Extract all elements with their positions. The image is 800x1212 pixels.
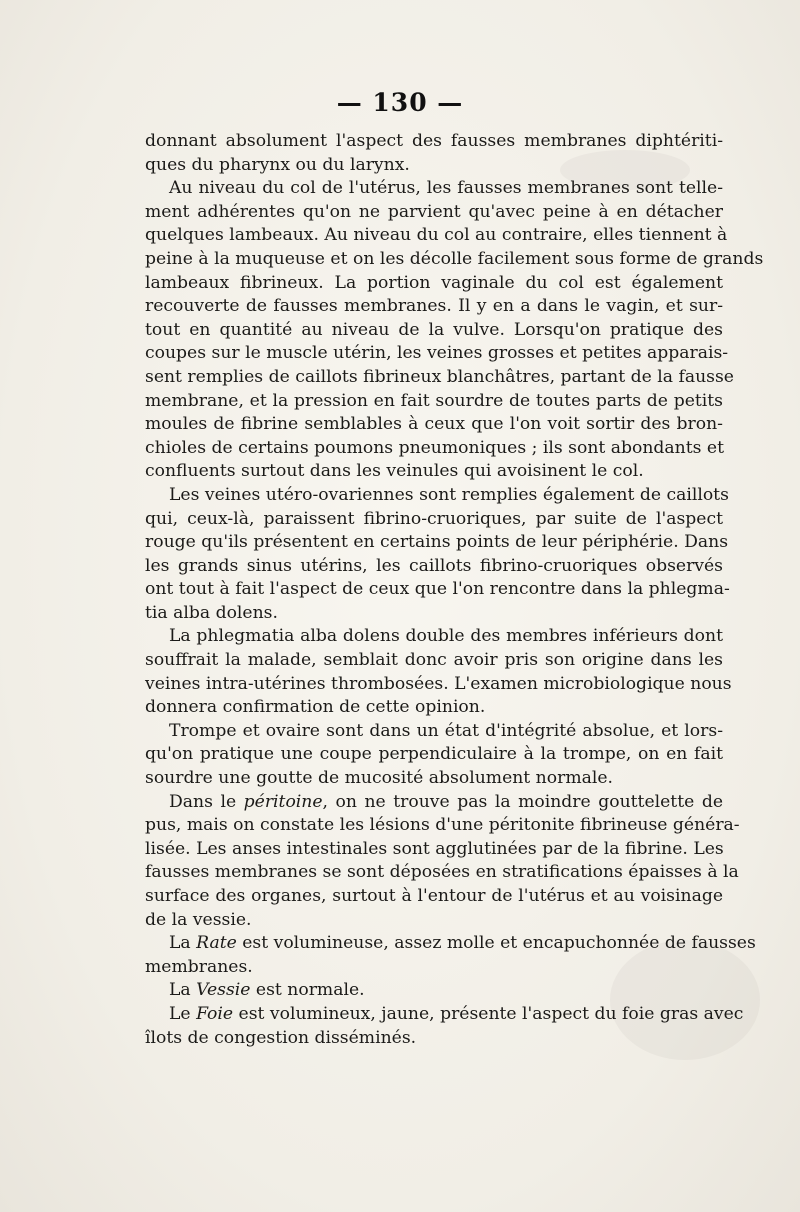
page-number: — 130 — (336, 88, 464, 117)
text-line: ont tout à fait l'aspect de ceux que l'on rencontre dans la phlegma- (145, 579, 730, 600)
text-segment: est volumineuse, assez molle et encapuchonnée de fausses (236, 933, 756, 954)
text-line: lambeaux fibrineux. La portion vaginale du col est également (145, 272, 723, 293)
italic-term: Vessie (196, 980, 251, 1001)
italic-term: Rate (196, 933, 237, 954)
text-line: coupes sur le muscle utérin, les veines grosses et petites apparais- (145, 343, 729, 364)
text-segment: est normale. (250, 980, 365, 1001)
text-line: rouge qu'ils présentent en certains points de leur périphérie. Dans (145, 532, 729, 553)
text-segment: , on ne trouve pas la moindre gouttelette de (322, 791, 723, 812)
text-line: chioles de certains poumons pneumoniques ; ils sont abondants et (145, 437, 725, 458)
text-line: fausses membranes se sont déposées en stratifications épaisses à la (145, 862, 739, 883)
text-line: veines intra-utérines thrombosées. L'examen microbiologique nous (145, 673, 732, 694)
text-segment: Dans le (169, 791, 244, 812)
text-line: tia alba dolens. (145, 602, 278, 623)
text-line: qu'on pratique une coupe perpendiculaire à la trompe, on en fait (145, 744, 723, 765)
text-line: donnant absolument l'aspect des fausses membranes diphtériti- (145, 131, 723, 151)
text-line: pus, mais on constate les lésions d'une péritonite fibrineuse généra- (145, 815, 740, 836)
italic-term: péritoine (243, 791, 323, 812)
text-segment: Le (169, 1003, 197, 1024)
text-line: membrane, et la pression en fait sourdre de toutes parts de petits (145, 390, 723, 411)
text-line: îlots de congestion disséminés. (145, 1027, 417, 1048)
text-line: lisée. Les anses intestinales sont agglutinées par de la fibrine. Les (145, 838, 724, 859)
text-line: La phlegmatia alba dolens double des membres inférieurs dont (169, 626, 723, 647)
text-line: Au niveau du col de l'utérus, les fausses membranes sont telle- (169, 178, 723, 199)
body-text (145, 130, 764, 1050)
text-line: surface des organes, surtout à l'entour de l'utérus et au voisinage (145, 886, 723, 906)
text-line: moules de fibrine semblables à ceux que l'on voit sortir des bron- (145, 414, 723, 435)
text-line: les grands sinus utérins, les caillots fibrino-cruoriques observés (145, 555, 723, 576)
text-line: qui, ceux-là, paraissent fibrino-cruoriques, par suite de l'aspect (145, 508, 723, 529)
text-segment: La (169, 980, 197, 1001)
text-line: Trompe et ovaire sont dans un état d'intégrité absolue, et lors- (169, 720, 723, 741)
text-segment: La (169, 933, 197, 954)
text-line: recouverte de fausses membranes. Il y en a dans le vagin, et sur- (145, 296, 723, 317)
text-line: ment adhérentes qu'on ne parvient qu'avec peine à en détacher (145, 201, 723, 222)
text-line: membranes. (145, 956, 253, 977)
text-line: quelques lambeaux. Au niveau du col au contraire, elles tiennent à (145, 225, 728, 246)
text-line: Les veines utéro-ovariennes sont remplies également de caillots (169, 484, 729, 505)
text-line: ques du pharynx ou du larynx. (145, 154, 410, 175)
text-line: sourdre une goutte de mucosité absolument normale. (145, 768, 613, 789)
text-line: sent remplies de caillots fibrineux blanchâtres, partant de la fausse (145, 366, 734, 387)
italic-term: Foie (196, 1003, 234, 1024)
text-line: de la vessie. (145, 909, 252, 930)
text-line (145, 791, 723, 815)
text-line: confluents surtout dans les veinules qui avoisinent le col. (145, 461, 644, 482)
text-line: donnera confirmation de cette opinion. (145, 697, 486, 718)
text-line: tout en quantité au niveau de la vulve. Lorsqu'on pratique des (145, 319, 723, 340)
text-line (145, 1003, 744, 1027)
text-line (145, 979, 723, 1003)
text-segment: est volumineux, jaune, présente l'aspect du foie gras avec (233, 1003, 744, 1024)
text-line: souffrait la malade, semblait donc avoir pris son origine dans les (145, 650, 723, 671)
text-line (145, 932, 756, 956)
text-line: peine à la muqueuse et on les décolle facilement sous forme de grands (145, 248, 764, 269)
